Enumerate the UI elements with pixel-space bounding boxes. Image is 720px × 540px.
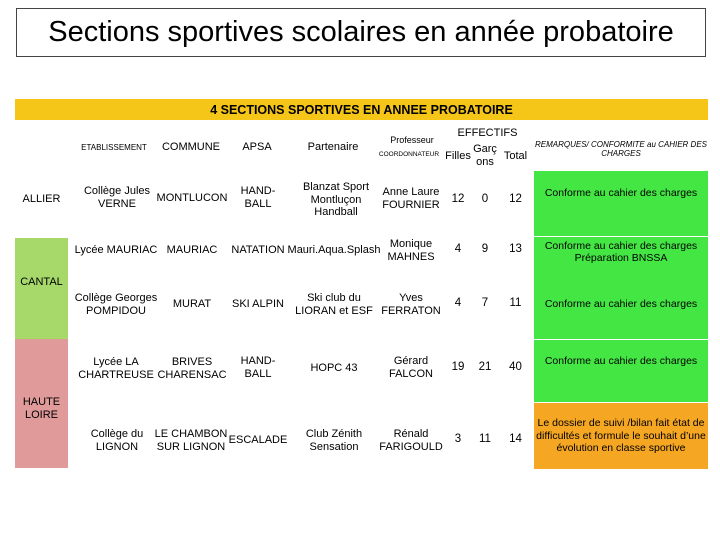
row4-garcons: 21 xyxy=(478,361,492,374)
header-professeur: Professeur xyxy=(390,134,434,145)
row1-remarque-box xyxy=(534,171,708,236)
row2-apsa: NATATION xyxy=(231,243,285,256)
row2-professeur: Monique MAHNES xyxy=(387,238,435,263)
row3-remarque: Conforme au cahier des charges xyxy=(544,297,698,310)
row4-apsa: HAND-BALL xyxy=(240,355,276,380)
row5-etablissement: Collège du LIGNON xyxy=(90,428,144,453)
row4-etablissement: Lycée LA CHARTREUSE xyxy=(78,356,154,381)
row3-filles: 4 xyxy=(454,297,462,310)
row2-commune: MAURIAC xyxy=(166,243,218,256)
row4-total: 40 xyxy=(509,361,522,374)
header-total: Total xyxy=(503,149,528,162)
region-allier xyxy=(15,121,68,238)
header-garcons: Garç ons xyxy=(473,143,497,168)
row4-remarque-box xyxy=(534,340,708,402)
header-coordonnateur: COORDONNATEUR xyxy=(378,151,440,159)
row1-garcons: 0 xyxy=(481,193,489,206)
row4-professeur: Gérard FALCON xyxy=(388,355,433,380)
row4-filles: 19 xyxy=(451,361,465,374)
row4-remarque: Conforme au cahier des charges xyxy=(544,354,698,367)
row3-partenaire: Ski club du LIORAN et ESF xyxy=(295,292,373,317)
region-label-cantal: CANTAL xyxy=(20,275,63,288)
row5-professeur: Rénald FARIGOULD xyxy=(379,428,443,453)
row1-apsa: HAND-BALL xyxy=(240,185,276,210)
row3-garcons: 7 xyxy=(481,297,489,310)
region-label-haute-loire: HAUTE LOIRE xyxy=(22,396,61,421)
row5-apsa: ESCALADE xyxy=(228,433,288,446)
row1-filles: 12 xyxy=(451,193,465,206)
header-effectifs: EFFECTIFS xyxy=(457,126,518,139)
row2-etablissement: Lycée MAURIAC xyxy=(74,243,158,256)
header-apsa: APSA xyxy=(242,140,272,153)
header-commune: COMMUNE xyxy=(161,140,221,153)
row3-commune: MURAT xyxy=(172,297,212,310)
row5-garcons: 11 xyxy=(479,433,491,446)
row3-total: 11 xyxy=(509,297,522,310)
header-filles: Filles xyxy=(445,149,471,162)
row1-professeur: Anne Laure FOURNIER xyxy=(382,186,440,211)
row1-partenaire: Blanzat Sport Montluçon Handball xyxy=(302,180,370,219)
row4-partenaire: HOPC 43 xyxy=(310,361,358,374)
header-remarques: REMARQUES/ CONFORMITE au CAHIER DES CHARGES xyxy=(534,139,708,158)
row5-partenaire: Club Zénith Sensation xyxy=(305,428,363,453)
row3-professeur: Yves FERRATON xyxy=(381,292,441,317)
region-label-allier: ALLIER xyxy=(22,192,61,205)
row5-filles: 3 xyxy=(454,433,462,446)
row5-remarque: Le dossier de suivi /bilan fait état de difficultés et formule le souhait d’une évolution en classe sportive xyxy=(536,417,706,455)
row1-commune: MONTLUCON xyxy=(156,191,228,204)
page-title: Sections sportives scolaires en année probatoire xyxy=(16,8,706,57)
row2-remarque: Conforme au cahier des charges Préparation BNSSA xyxy=(544,239,698,264)
row3-apsa: SKI ALPIN xyxy=(232,297,284,310)
row2-partenaire: Mauri.Aqua.Splash xyxy=(287,243,381,256)
row5-total: 14 xyxy=(509,433,522,446)
row5-commune: LE CHAMBON SUR LIGNON xyxy=(154,428,228,453)
row2-filles: 4 xyxy=(454,243,462,256)
row5-remarque-box xyxy=(534,403,708,469)
header-etablissement: ETABLISSEMENT xyxy=(81,143,147,153)
row1-etablissement: Collège Jules VERNE xyxy=(83,185,151,210)
table-banner: 4 SECTIONS SPORTIVES EN ANNEE PROBATOIRE xyxy=(15,99,708,120)
row4-commune: BRIVES CHARENSAC xyxy=(157,356,227,381)
header-partenaire: Partenaire xyxy=(307,140,359,153)
row2-remarque-box xyxy=(534,237,708,283)
row3-remarque-box xyxy=(534,283,708,339)
row3-etablissement: Collège Georges POMPIDOU xyxy=(74,292,158,317)
row2-total: 13 xyxy=(509,243,522,256)
row1-total: 12 xyxy=(509,193,522,206)
row1-remarque: Conforme au cahier des charges xyxy=(544,186,698,199)
row2-garcons: 9 xyxy=(481,243,489,256)
